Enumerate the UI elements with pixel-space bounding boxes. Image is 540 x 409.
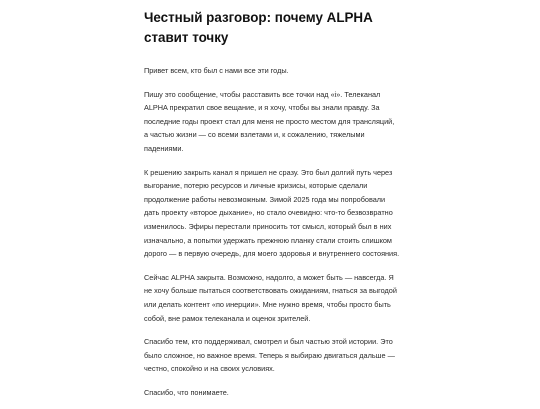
paragraph-reasons: К решению закрыть канал я пришел не сразу. Это был долгий путь через выгорание, потерю ресурсов и личные кризисы, которые сделали продолжение работы невозможным. Зимой 2025 года мы попробовали дать проекту «второе дыхание», но стало очевидно: что-то безвозвратно изменилось. Эфиры перестали приносить тот смысл, который был в них изначально, а попытки удержать прежнюю планку стали стоить слишком дорого — в первую очередь, для моего здоровья и внутреннего состояния. bbox=[144, 167, 400, 259]
paragraph-status: Сейчас ALPHA закрыта. Возможно, надолго, а может быть — навсегда. Я не хочу больше пытаться соответствовать ожиданиям, гнаться за выгодой или делать контент «по инерции». Мне нужно время, чтобы просто быть собой, вне рамок телеканала и оценок зрителей. bbox=[144, 272, 397, 323]
paragraph-closing: Спасибо, что понимаете. bbox=[144, 387, 229, 397]
article bbox=[144, 8, 400, 409]
paragraph-greeting: Привет всем, кто был с нами все эти годы. bbox=[144, 66, 289, 75]
article-title: Честный разговор: почему ALPHA ставит точку bbox=[144, 10, 373, 45]
paragraph-announcement: Пишу это сообщение, чтобы расставить все точки над «i». Телеканал ALPHA прекратил свое вещание, и я хочу, чтобы вы знали правду. За последние годы проект стал для меня не просто местом для трансляций, а частью жизни — со всеми взлетами и, к сожалению, тяжелыми падениями. bbox=[144, 89, 395, 153]
paragraph-thanks: Спасибо тем, кто поддерживал, смотрел и был частью этой истории. Это было сложное, но важное время. Теперь я выбираю двигаться дальше — честно, спокойно и на своих условиях. bbox=[144, 337, 395, 374]
